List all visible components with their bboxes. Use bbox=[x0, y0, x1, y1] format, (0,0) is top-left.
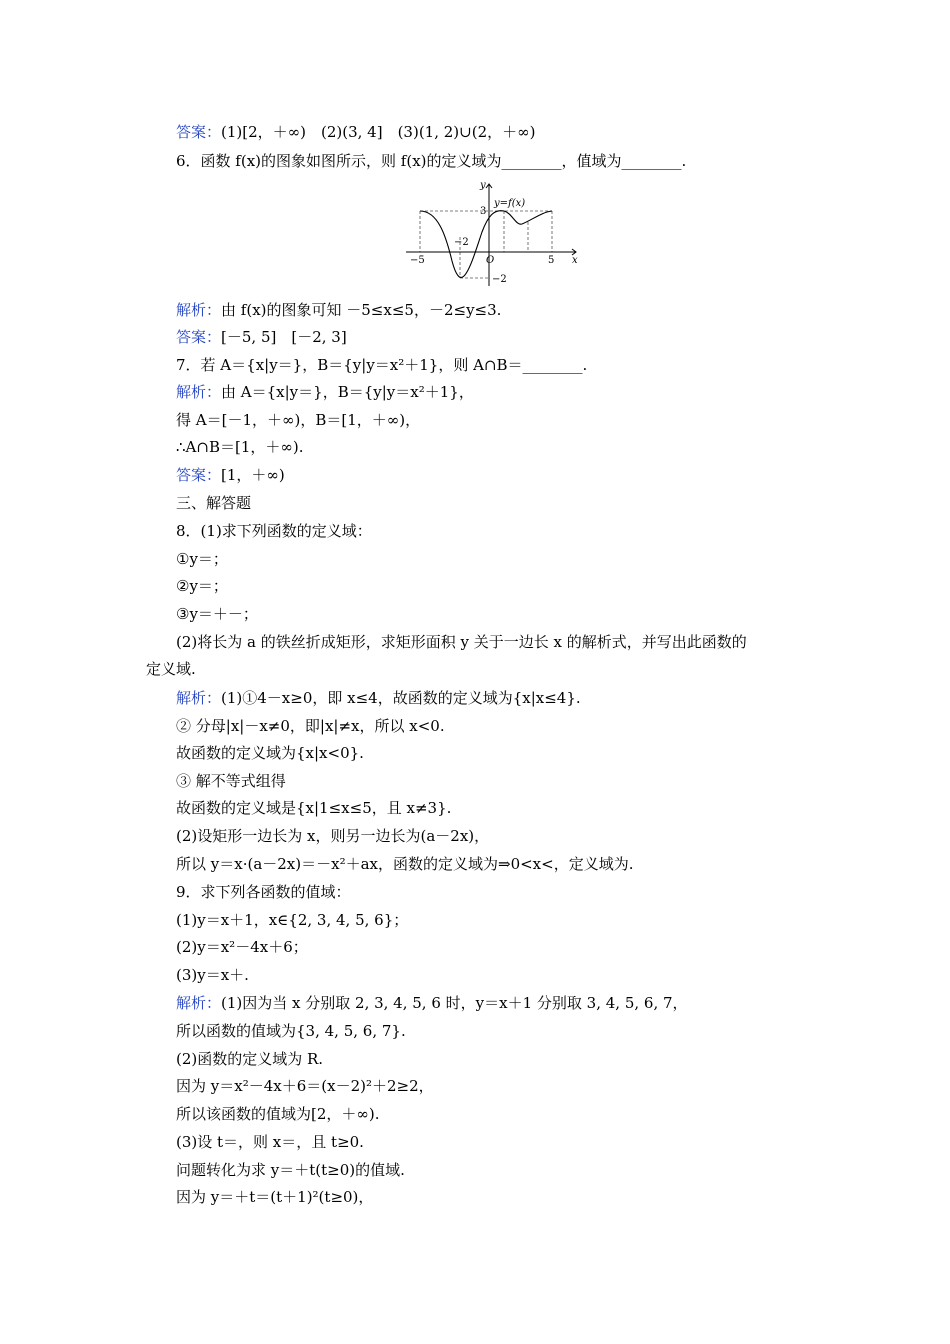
text-line: 解析：(1)因为当 x 分别取 2, 3, 4, 5, 6 时，y＝x＋1 分别取 3, 4, 5, 6, 7， bbox=[176, 994, 688, 1012]
function-curve bbox=[420, 211, 555, 278]
text-line: 所以 y＝x·(a－2x)＝－x²＋ax，函数的定义域为⇒0<x<，定义域为. bbox=[176, 855, 634, 873]
analysis-label: 解析： bbox=[176, 994, 222, 1012]
answer-label: 答案： bbox=[176, 466, 222, 484]
text-line: (1)y＝x＋1，x∈{2, 3, 4, 5, 6}； bbox=[176, 911, 409, 929]
origin-label: O bbox=[486, 255, 495, 266]
answer-label: 答案： bbox=[176, 123, 222, 141]
tick-label-3: 3 bbox=[480, 206, 487, 217]
text-line: ③y＝＋－； bbox=[176, 605, 258, 623]
text-line: (2)将长为 a 的铁丝折成矩形，求矩形面积 y 关于一边长 x 的解析式，并写出此函数的 bbox=[176, 633, 747, 651]
question-7: 7．若 A＝{x|y＝}，B＝{y|y＝x²＋1}，则 A∩B＝________. bbox=[176, 356, 588, 374]
section-heading: 三、解答题 bbox=[176, 494, 252, 512]
tick-label-neg2-x: −2 bbox=[454, 237, 469, 248]
text-line: (2)函数的定义域为 R. bbox=[176, 1050, 324, 1068]
text-line: (2)设矩形一边长为 x，则另一边长为(a－2x)， bbox=[176, 827, 490, 845]
x-axis-label: x bbox=[572, 255, 578, 266]
text-line: 解析：由 f(x)的图象可知 －5≤x≤5，－2≤y≤3. bbox=[176, 301, 502, 319]
text-line: 问题转化为求 y＝＋t(t≥0)的值域. bbox=[176, 1161, 405, 1179]
y-axis-label: y bbox=[480, 180, 486, 191]
answer-label: 答案： bbox=[176, 328, 222, 346]
text-line: 定义域. bbox=[146, 660, 196, 678]
text-line: (3)y＝x＋. bbox=[176, 966, 249, 984]
text-line: 因为 y＝x²－4x＋6＝(x－2)²＋2≥2， bbox=[176, 1077, 434, 1095]
analysis-label: 解析： bbox=[176, 383, 222, 401]
text-line: (3)设 t＝，则 x＝，且 t≥0. bbox=[176, 1133, 364, 1151]
text-line: (2)y＝x²－4x＋6； bbox=[176, 938, 308, 956]
question-6: 6．函数 f(x)的图象如图所示，则 f(x)的定义域为________，值域为________. bbox=[176, 152, 687, 170]
text-line: ③ 解不等式组得 bbox=[176, 772, 286, 790]
text-line: 因为 y＝＋t＝(t＋1)²(t≥0)， bbox=[176, 1188, 374, 1206]
tick-label-5: 5 bbox=[548, 255, 555, 266]
text-line: 答案：[－5, 5] [－2, 3] bbox=[176, 328, 347, 346]
text-line: ②y＝； bbox=[176, 577, 228, 595]
text-line: 故函数的定义域是{x|1≤x≤5，且 x≠3}. bbox=[176, 799, 452, 817]
text-line: 所以该函数的值域为[2，＋∞). bbox=[176, 1105, 380, 1123]
text-line: ∴A∩B＝[1，＋∞). bbox=[176, 438, 304, 456]
text-line: ①y＝； bbox=[176, 550, 228, 568]
text-line: 得 A＝[－1，＋∞)，B＝[1，＋∞)， bbox=[176, 411, 421, 429]
text-line: 故函数的定义域为{x|x<0}. bbox=[176, 744, 364, 762]
analysis-label: 解析： bbox=[176, 301, 222, 319]
function-graph bbox=[398, 176, 590, 288]
text-line: ② 分母|x|－x≠0，即|x|≠x，所以 x<0. bbox=[176, 717, 445, 735]
text-line: 答案：(1)[2，＋∞) (2)(3, 4] (3)(1, 2)∪(2，＋∞) bbox=[176, 123, 536, 141]
question-8: 8．(1)求下列函数的定义域： bbox=[176, 522, 372, 540]
text-line: 解析：由 A＝{x|y＝}，B＝{y|y＝x²＋1}， bbox=[176, 383, 474, 401]
tick-label-neg2-y: −2 bbox=[492, 274, 507, 285]
text-line: 解析：(1)①4－x≥0，即 x≤4，故函数的定义域为{x|x≤4}. bbox=[176, 689, 581, 707]
text-line: 答案：[1，＋∞) bbox=[176, 466, 285, 484]
text-line: 所以函数的值域为{3, 4, 5, 6, 7}. bbox=[176, 1022, 406, 1040]
curve-label: y=f(x) bbox=[494, 198, 526, 209]
question-9: 9．求下列各函数的值域： bbox=[176, 883, 351, 901]
analysis-label: 解析： bbox=[176, 689, 222, 707]
tick-label-neg5: −5 bbox=[410, 255, 425, 266]
